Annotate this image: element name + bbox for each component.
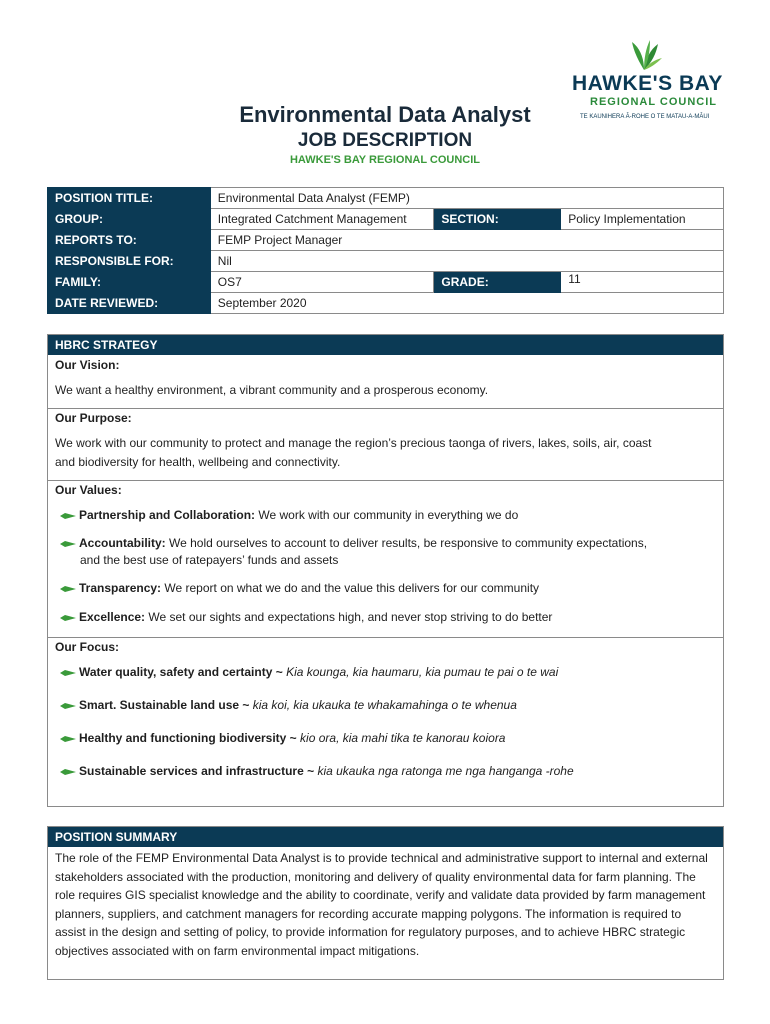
- group-label: GROUP:: [48, 209, 211, 230]
- arrow-bullet-icon: [60, 541, 76, 547]
- arrow-bullet-icon: [60, 670, 76, 676]
- page-subtitle: JOB DESCRIPTION: [297, 130, 473, 151]
- divider: [48, 408, 723, 409]
- arrow-bullet-icon: [60, 769, 76, 775]
- focus-item: Sustainable services and infrastructure ~ kia ukauka nga ratonga me nga hanganga -rohe: [60, 763, 574, 780]
- family-value: OS7: [210, 272, 434, 293]
- family-label: FAMILY:: [48, 272, 211, 293]
- divider: [48, 480, 723, 481]
- logo-name: HAWKE'S BAY: [572, 72, 723, 95]
- group-value: Integrated Catchment Management: [210, 209, 434, 230]
- table-row: [48, 251, 724, 272]
- divider: [48, 637, 723, 638]
- purpose-label: Our Purpose:: [55, 411, 132, 425]
- logo-tagline: TE KAUNIHERA Ā-ROHE O TE MATAU-A-MĀUI: [580, 114, 710, 120]
- value-item-continuation: and the best use of ratepayers’ funds and assets: [80, 553, 339, 567]
- focus-item: Water quality, safety and certainty ~ Kia kounga, kia haumaru, kia pumau te pai o te wai: [60, 664, 558, 681]
- strategy-heading: HBRC STRATEGY: [48, 335, 723, 355]
- table-row: [48, 293, 724, 314]
- vision-label: Our Vision:: [55, 358, 120, 372]
- grade-value: 11: [561, 272, 724, 293]
- value-item: Accountability: We hold ourselves to account to deliver results, be responsive to community expectations,: [60, 535, 647, 552]
- arrow-bullet-icon: [60, 615, 76, 621]
- page-title: Environmental Data Analyst: [239, 102, 531, 127]
- arrow-bullet-icon: [60, 513, 76, 519]
- vision-text: We want a healthy environment, a vibrant community and a prosperous economy.: [55, 383, 489, 397]
- summary-text: The role of the FEMP Environmental Data Analyst is to provide technical and administrative support to internal and external stakeholders associated with the production, monitoring and delivery of quality environmental data for farm planning. The role requires GIS specialist knowledge and the ability to coordinate, verify and validate data provided by farm management planners, suppliers, and catchment managers for recording accurate mapping polygons. The information is required to assist in the design and setting of policy, to provide information for regulatory purposes, and to achieve HBRC strategic objectives associated with on farm environmental impact mitigations.: [55, 851, 708, 958]
- purpose-text-line-1: We work with our community to protect and manage the region’s precious taonga of rivers, lakes, soils, air, coast: [55, 436, 652, 450]
- value-item: Partnership and Collaboration: We work with our community in everything we do: [60, 507, 518, 524]
- grade-label: GRADE:: [434, 272, 561, 293]
- purpose-text-line-2: and biodiversity for health, wellbeing and connectivity.: [55, 455, 341, 469]
- position-details-table: [47, 187, 724, 314]
- date-reviewed-value: September 2020: [210, 293, 723, 314]
- focus-item: Smart. Sustainable land use ~ kia koi, kia ukauka te whakamahinga o te whenua: [60, 697, 517, 714]
- table-row: [48, 272, 724, 293]
- position-title-label: POSITION TITLE:: [48, 188, 211, 209]
- responsible-for-label: RESPONSIBLE FOR:: [48, 251, 211, 272]
- values-label: Our Values:: [55, 483, 122, 497]
- arrow-bullet-icon: [60, 736, 76, 742]
- summary-heading: POSITION SUMMARY: [48, 827, 723, 847]
- table-row: [48, 188, 724, 209]
- reports-to-label: REPORTS TO:: [48, 230, 211, 251]
- position-title-value: Environmental Data Analyst (FEMP): [210, 188, 723, 209]
- table-row: [48, 230, 724, 251]
- organisation-name: HAWKE'S BAY REGIONAL COUNCIL: [289, 154, 481, 166]
- responsible-for-value: Nil: [210, 251, 723, 272]
- section-label: SECTION:: [434, 209, 561, 230]
- hbrc-strategy-section: [47, 334, 724, 807]
- focus-label: Our Focus:: [55, 640, 120, 654]
- date-reviewed-label: DATE REVIEWED:: [48, 293, 211, 314]
- arrow-bullet-icon: [60, 703, 76, 709]
- leaf-icon: [624, 40, 664, 72]
- focus-item: Healthy and functioning biodiversity ~ kio ora, kia mahi tika te kanorau koiora: [60, 730, 505, 747]
- arrow-bullet-icon: [60, 586, 76, 592]
- position-summary-section: [47, 826, 724, 980]
- logo-subtitle: REGIONAL COUNCIL: [590, 96, 718, 108]
- reports-to-value: FEMP Project Manager: [210, 230, 723, 251]
- value-item: Excellence: We set our sights and expectations high, and never stop striving to do better: [60, 609, 552, 626]
- section-value: Policy Implementation: [561, 209, 724, 230]
- table-row: [48, 209, 724, 230]
- value-item: Transparency: We report on what we do and the value this delivers for our community: [60, 580, 539, 597]
